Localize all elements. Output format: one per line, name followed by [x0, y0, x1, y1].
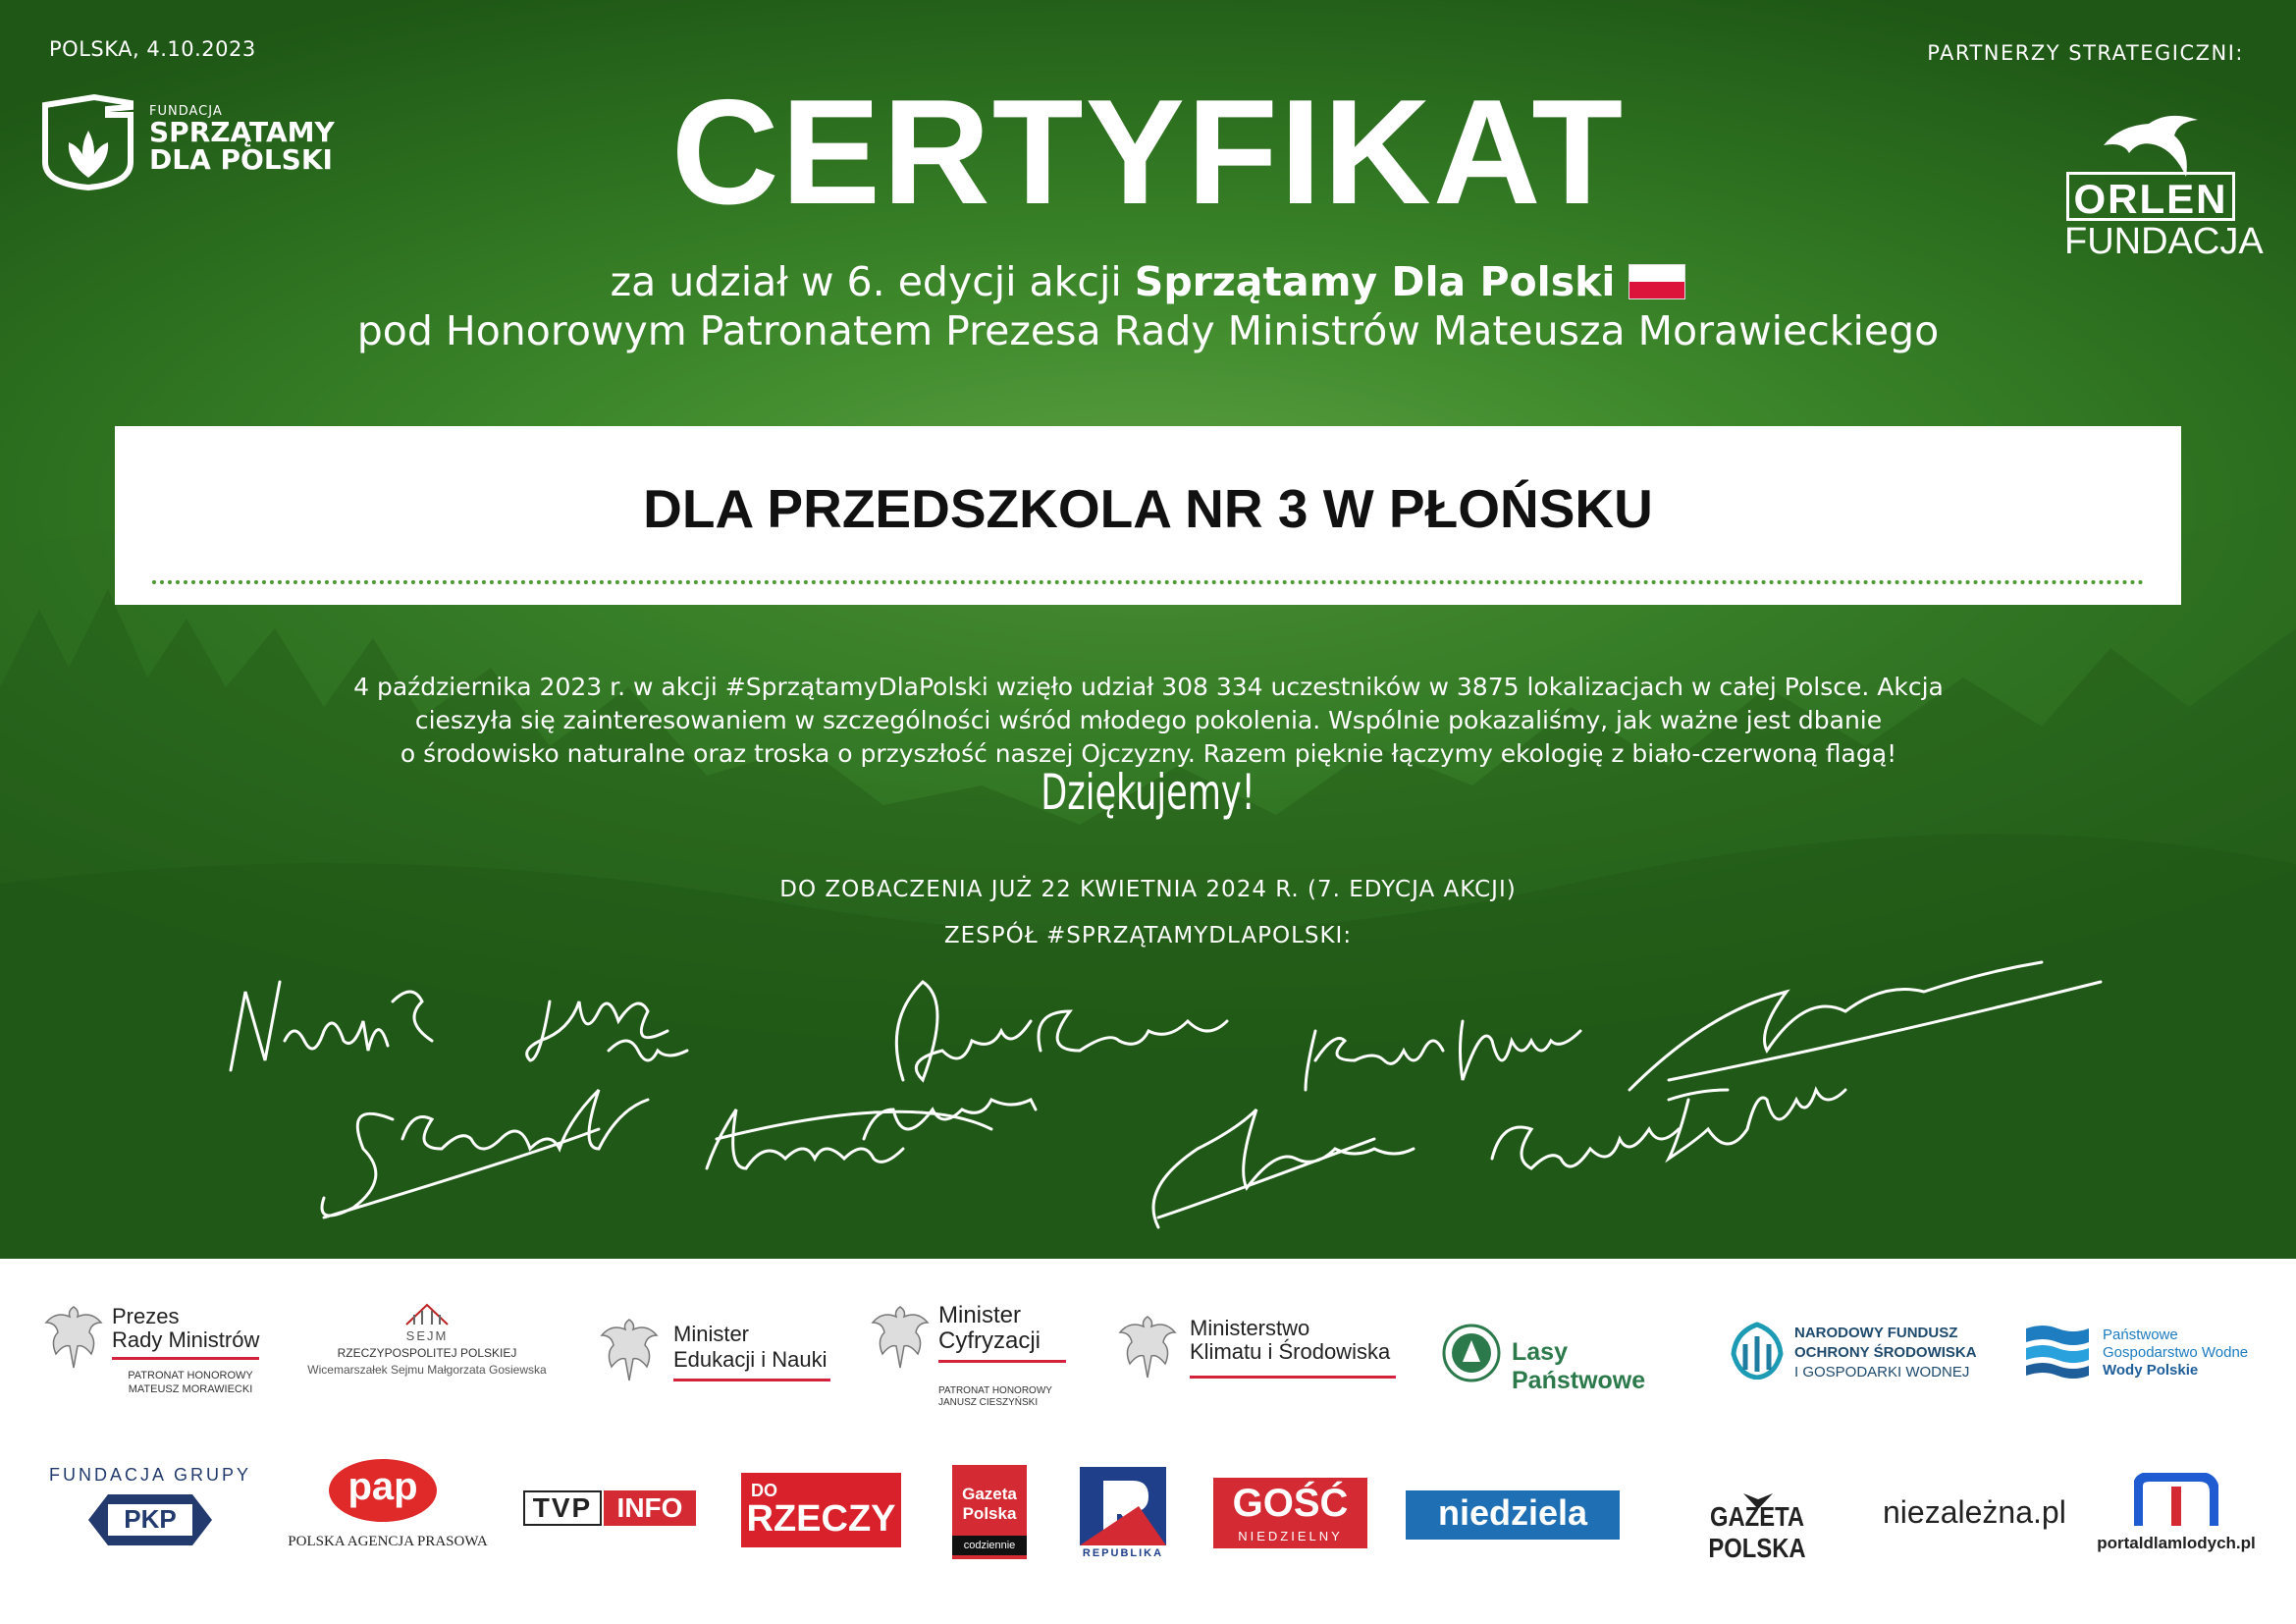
niedziela-logo — [1406, 1490, 1620, 1540]
pap-sub-label: POLSKA AGENCJA PRASOWA — [288, 1534, 488, 1549]
wody-emblem-icon — [2022, 1321, 2093, 1383]
dotted-divider — [152, 580, 2145, 584]
nfos-line-3: I GOSPODARKI WODNEJ — [1794, 1364, 1970, 1380]
signature-2 — [527, 1001, 687, 1060]
signature-6 — [322, 1090, 648, 1218]
foundation-name-line2: DLA POLSKI — [149, 143, 333, 176]
thanks-text: Dziękujemy! — [1041, 764, 1255, 821]
gosc-niedzielny-logo — [1213, 1478, 1367, 1548]
men-logo — [599, 1314, 834, 1392]
pap-logo — [275, 1459, 501, 1557]
men-title-2: Edukacji i Nauki — [673, 1347, 828, 1372]
lasy-emblem-icon — [1441, 1323, 1502, 1383]
certificate-patronage: pod Honorowym Patronatem Prezesa Rady Ministrów Mateusza Morawieckiego — [356, 307, 1940, 354]
certificate-subtitle — [0, 257, 2296, 306]
cyf-patronage-1: PATRONAT HONOROWY — [938, 1385, 1052, 1396]
certificate-title: CERTYFIKAT — [670, 69, 1626, 236]
partners-label: PARTNERZY STRATEGICZNI: — [1927, 41, 2244, 65]
certificate-date: POLSKA, 4.10.2023 — [49, 37, 256, 61]
body-line-3: o środowisko naturalne oraz troska o przyszłość naszej Ojczyzny. Razem pięknie łączymy ekologię z biało-czerwoną flagą! — [400, 739, 1897, 768]
orlen-foundation-label: FUNDACJA — [2064, 221, 2264, 262]
eagle-icon — [43, 1301, 104, 1370]
portal-m-icon — [2134, 1473, 2218, 1528]
gazeta-polska-label: GAZETA POLSKA — [1708, 1501, 1806, 1563]
signature-3 — [896, 982, 1227, 1080]
sejm-icon — [402, 1301, 452, 1326]
pkp-logo — [47, 1465, 253, 1553]
sejm-logo — [294, 1301, 560, 1380]
cyf-title-1: Minister — [938, 1302, 1022, 1328]
klimat-title-2: Klimatu i Środowiska — [1190, 1339, 1391, 1364]
orlen-logo: ORLEN — [2066, 172, 2235, 221]
cyf-red-line — [938, 1360, 1066, 1363]
gosc-sub-label: NIEDZIELNY — [1238, 1529, 1343, 1543]
polish-flag-icon — [1629, 264, 1685, 299]
gazeta-polska-codziennie-logo — [952, 1465, 1027, 1559]
eagle-icon — [1117, 1311, 1178, 1380]
republika-label: REPUBLIKA — [1082, 1547, 1164, 1559]
niezalezna-logo — [1883, 1494, 2066, 1534]
eagle-icon — [870, 1301, 931, 1370]
wody-polskie-logo — [2022, 1321, 2258, 1389]
subtitle-action-name: Sprzątamy Dla Polski — [1134, 258, 1616, 305]
gp-line-1: Gazeta — [962, 1485, 1017, 1503]
pkp-top-label: FUNDACJA GRUPY — [48, 1465, 252, 1485]
subtitle-text: za udział w 6. edycji akcji — [610, 258, 1135, 305]
cyf-title-2: Cyfryzacji — [938, 1327, 1041, 1354]
klimat-logo — [1117, 1311, 1402, 1389]
gp-line-3: codziennie — [952, 1536, 1027, 1555]
team-label: ZESPÓŁ #SPRZĄTAMYDLAPOLSKI: — [943, 923, 1353, 948]
signature-1 — [231, 982, 432, 1070]
klimat-title-1: Ministerstwo — [1190, 1316, 1310, 1340]
gazeta-polska-logo — [1659, 1488, 1855, 1563]
tvp-info-label: INFO — [604, 1490, 696, 1526]
niedziela-label: niedziela — [1437, 1492, 1588, 1533]
tvp-info-logo — [523, 1490, 696, 1528]
signature-8 — [1153, 1110, 1414, 1227]
signature-4 — [1306, 1021, 1580, 1090]
pap-label: pap — [347, 1465, 418, 1508]
cyf-patronage-2: JANUSZ CIESZYŃSKI — [938, 1397, 1039, 1408]
republika-logo — [1080, 1467, 1166, 1561]
tvp-label: TVP — [523, 1490, 602, 1526]
portal-label: portaldlamlodych.pl — [2097, 1534, 2256, 1552]
gosc-label: GOŚĆ — [1232, 1482, 1349, 1525]
wody-line-2: Gospodarstwo Wodne — [2103, 1344, 2249, 1361]
lasy-logo — [1441, 1323, 1677, 1394]
pm-title-2: Rady Ministrów — [112, 1327, 260, 1352]
portal-dla-mlodych-logo — [2083, 1473, 2269, 1557]
pm-patronage-1: PATRONAT HONOROWY — [128, 1370, 253, 1381]
nfos-line-2: OCHRONY ŚRODOWISKA — [1794, 1344, 1977, 1361]
niezalezna-label: niezależna.pl — [1883, 1494, 2066, 1530]
foundation-small-label: FUNDACJA — [149, 104, 223, 119]
signature-9 — [1492, 1090, 1845, 1168]
do-rzeczy-top: DO — [751, 1481, 777, 1500]
sejm-line-2: Wicemarszałek Sejmu Małgorzata Gosiewska — [307, 1363, 547, 1377]
cyfryzacja-logo — [870, 1301, 1105, 1409]
pm-patronage-2: MATEUSZ MORAWIECKI — [128, 1383, 253, 1395]
sejm-line-1: RZECZYPOSPOLITEJ POLSKIEJ — [337, 1346, 517, 1360]
do-rzeczy-logo — [741, 1473, 901, 1547]
eagle-icon — [599, 1314, 660, 1382]
lasy-label: Lasy Państwowe — [1512, 1338, 1646, 1394]
pm-red-line — [112, 1357, 259, 1360]
pm-title-1: Prezes — [112, 1304, 180, 1328]
republika-icon — [1080, 1467, 1166, 1545]
pm-patron-logo — [43, 1301, 269, 1409]
wody-line-1: Państwowe — [2103, 1326, 2178, 1343]
wody-line-3: Wody Polskie — [2103, 1362, 2199, 1379]
men-title-1: Minister — [673, 1322, 750, 1346]
gp-line-2: Polska — [962, 1504, 1017, 1523]
next-edition-text: DO ZOBACZENIA JUŻ 22 KWIETNIA 2024 R. (7. EDYCJA AKCJI) — [779, 877, 1517, 902]
nfos-line-1: NARODOWY FUNDUSZ — [1794, 1325, 1958, 1341]
signature-5 — [1629, 962, 2101, 1090]
certificate-body — [294, 671, 2002, 771]
signature-7 — [707, 1100, 1036, 1168]
men-red-line — [673, 1379, 830, 1381]
sejm-mark: SEJM — [405, 1328, 449, 1343]
signatures-area — [0, 943, 2296, 1237]
recipient-box — [115, 426, 2181, 605]
body-line-2: cieszyła się zainteresowaniem w szczególności wśród młodego pokolenia. Wspólnie pokazaliśmy, jak ważne jest dbanie — [414, 706, 1883, 734]
klimat-red-line — [1190, 1376, 1396, 1379]
nfos-emblem-icon — [1730, 1321, 1785, 1380]
recipient-name: DLA PRZEDSZKOLA NR 3 W PŁOŃSKU — [643, 478, 1653, 539]
nfos-logo — [1730, 1321, 1985, 1389]
body-line-1: 4 października 2023 r. w akcji #SprzątamyDlaPolski wzięło udział 308 334 uczestników w 3875 lokalizacjach w całej Polsce. Akcja — [353, 673, 1944, 701]
pkp-label: PKP — [124, 1504, 177, 1534]
foundation-name-line1: SPRZĄTAMY — [149, 116, 335, 148]
do-rzeczy-label: RZECZY — [746, 1498, 896, 1540]
